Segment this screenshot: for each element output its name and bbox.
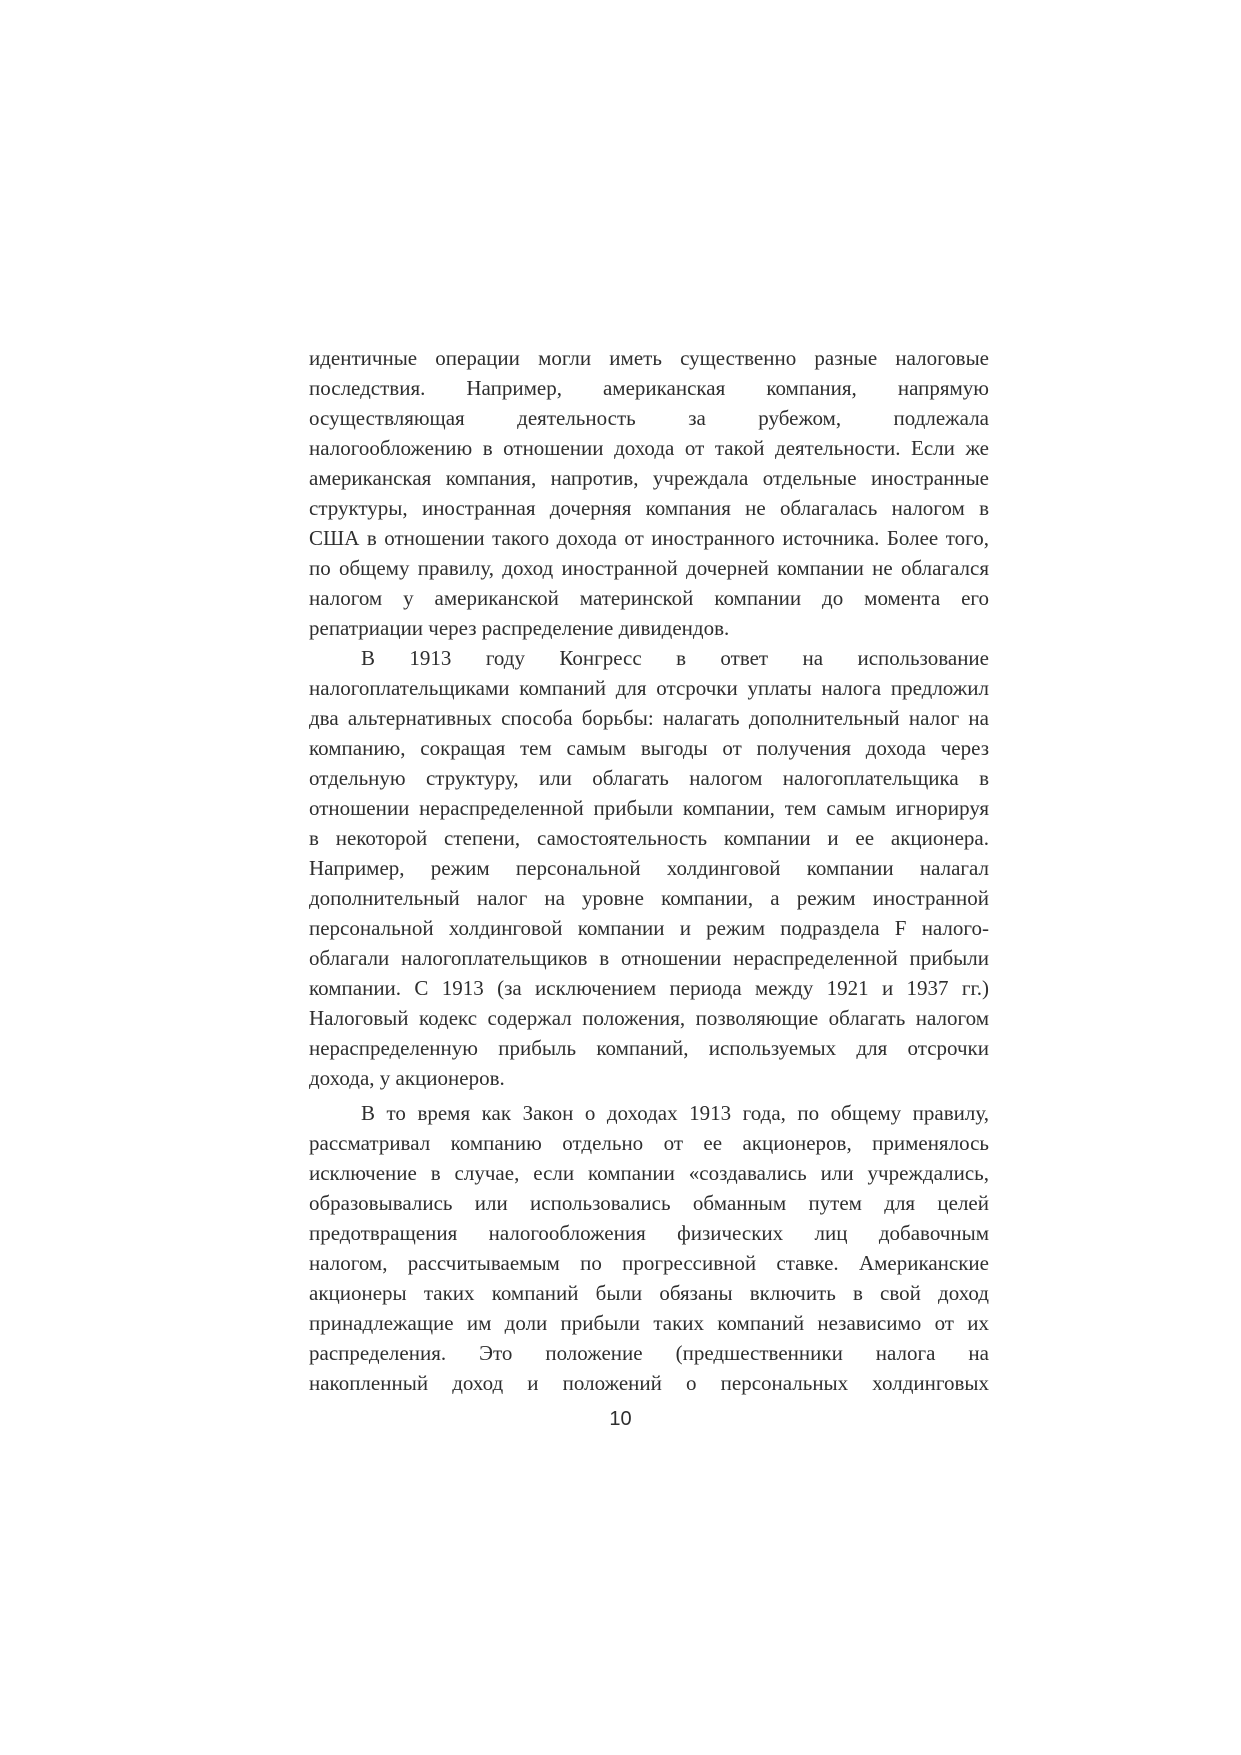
text-line: Например, режим персональной холдинговой компании налагал [309,856,989,880]
text-line: акционеры таких компаний были обязаны включить в свой доход [309,1281,989,1305]
text-line: накопленный доход и положений о персональных холдинговых [309,1371,989,1395]
text-line: дохода, у акционеров. [309,1066,505,1090]
text-line: отдельную структуру, или облагать налогом налогоплательщика в [309,766,989,790]
text-line: распределения. Это положение (предшественники налога на [309,1341,989,1365]
page-body [309,343,989,1398]
text-line: персональной холдинговой компании и режим подраздела F налого- [309,916,989,940]
text-line: компанию, сокращая тем самым выгоды от получения дохода через [309,736,989,760]
text-line: исключение в случае, если компании «создавались или учреждались, [309,1161,989,1185]
text-line: структуры, иностранная дочерняя компания не облагалась налогом в [309,496,989,520]
paragraph-1 [309,343,989,643]
paragraph-2 [309,643,989,1093]
paragraph-3 [309,1098,989,1398]
text-line: принадлежащие им доли прибыли таких компаний независимо от их [309,1311,989,1335]
text-line: предотвращения налогообложения физических лиц добавочным [309,1221,989,1245]
text-line: в некоторой степени, самостоятельность компании и ее акционера. [309,826,989,850]
text-line: В то время как Закон о доходах 1913 года, по общему правилу, [361,1101,989,1125]
text-line: образовывались или использовались обманным путем для целей [309,1191,989,1215]
text-line: дополнительный налог на уровне компании, а режим иностранной [309,886,989,910]
text-line: рассматривал компанию отдельно от ее акционеров, применялось [309,1131,989,1155]
text-line: отношении нераспределенной прибыли компании, тем самым игнорируя [309,796,989,820]
text-line: осуществляющая деятельность за рубежом, подлежала [309,406,989,430]
text-line: облагали налогоплательщиков в отношении нераспределенной прибыли [309,946,989,970]
text-line: два альтернативных способа борьбы: налагать дополнительный налог на [309,706,989,730]
text-line: репатриации через распределение дивидендов. [309,616,730,640]
text-line: последствия. Например, американская компания, напрямую [309,376,989,400]
text-line: Налоговый кодекс содержал положения, позволяющие облагать налогом [309,1006,989,1030]
text-line: компании. С 1913 (за исключением периода между 1921 и 1937 гг.) [309,976,989,1000]
text-line: В 1913 году Конгресс в ответ на использование [361,646,989,670]
page-number: 10 [609,1408,632,1430]
text-line: США в отношении такого дохода от иностранного источника. Более того, [309,526,989,550]
text-line: налогом, рассчитываемым по прогрессивной ставке. Американские [309,1251,989,1275]
text-line: нераспределенную прибыль компаний, используемых для отсрочки [309,1036,989,1060]
text-line: по общему правилу, доход иностранной дочерней компании не облагался [309,556,989,580]
text-line: налогоплательщиками компаний для отсрочки уплаты налога предложил [309,676,989,700]
text-line: американская компания, напротив, учреждала отдельные иностранные [309,466,989,490]
text-line: налогом у американской материнской компании до момента его [309,586,989,610]
text-line: идентичные операции могли иметь существенно разные налоговые [309,346,989,370]
text-line: налогообложению в отношении дохода от такой деятельности. Если же [309,436,989,460]
